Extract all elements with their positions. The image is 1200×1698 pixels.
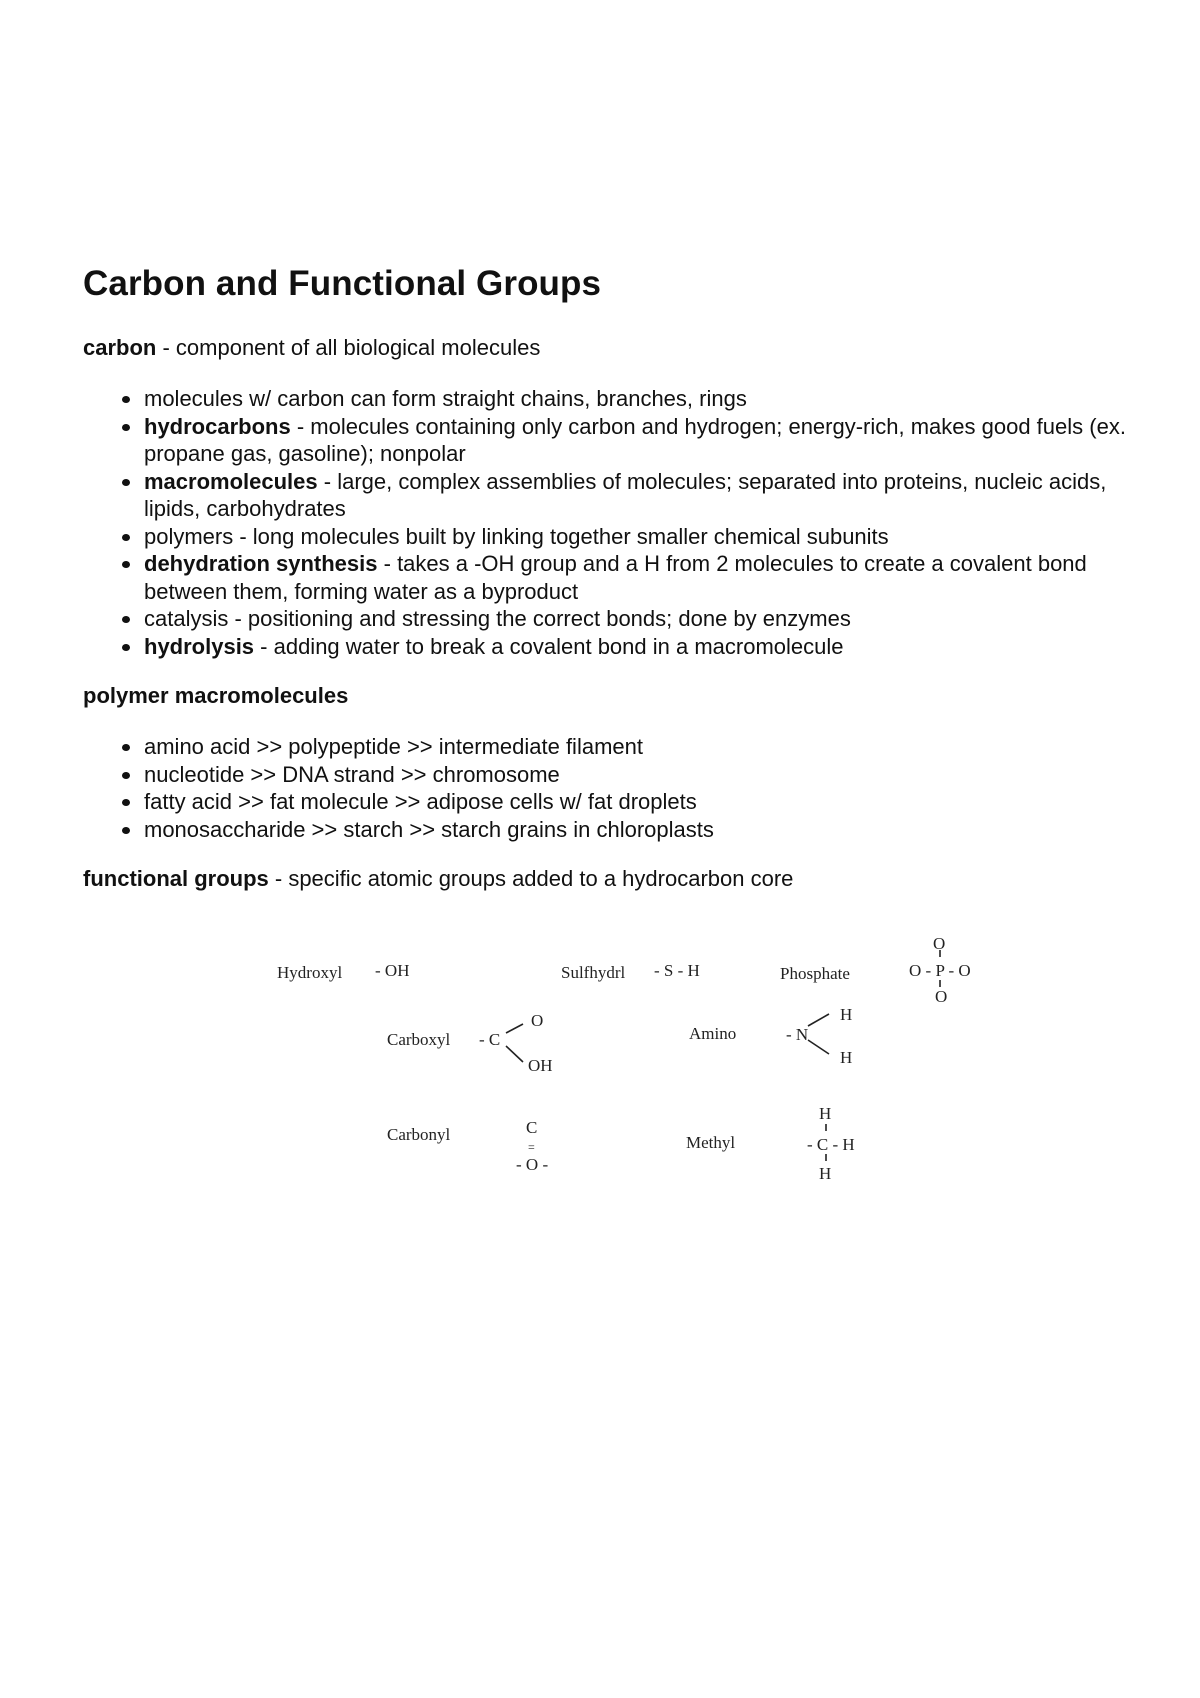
list-item	[144, 550, 1133, 605]
bullet-dot-icon	[122, 644, 130, 651]
carbon-term: carbon	[83, 335, 157, 360]
list-item	[144, 733, 1133, 761]
bullet-dot-icon	[122, 396, 130, 403]
list-item-text: monosaccharide >> starch >> starch grains in chloroplasts	[144, 816, 714, 842]
carbonyl-oxygen: - O -	[516, 1155, 549, 1174]
bullet-dot-icon	[122, 772, 130, 779]
list-item	[144, 468, 1133, 523]
amino-bottom-hydrogen: H	[840, 1048, 853, 1067]
list-item-text: - takes a -OH group and a H from 2 molecules to create a covalent bond between them, forming water as a byproduct	[144, 551, 1087, 604]
list-item-text: fatty acid >> fat molecule >> adipose cells w/ fat droplets	[144, 789, 697, 814]
sulfhydrl-label: Sulfhydrl	[561, 963, 626, 982]
bullet-dot-icon	[122, 799, 130, 806]
bullet-dot-icon	[122, 744, 130, 751]
amino-label: Amino	[689, 1024, 737, 1043]
list-item-text: - adding water to break a covalent bond in a macromolecule	[254, 633, 844, 659]
functional-groups-definition	[83, 865, 1133, 892]
methyl-formula-row: - C - H	[807, 1135, 855, 1154]
document-content	[83, 262, 1133, 892]
list-item-text: nucleotide >> DNA strand >> chromosome	[144, 761, 560, 787]
methyl-top-hydrogen: H	[819, 1104, 832, 1123]
carbon-definition	[83, 334, 1133, 361]
list-item-term: macromolecules	[144, 468, 318, 494]
carbonyl-label: Carbonyl	[387, 1125, 451, 1144]
carboxyl-carbon: - C	[479, 1030, 501, 1049]
amino-lower-bond-line	[808, 1040, 829, 1054]
bullet-dot-icon	[122, 827, 130, 834]
list-item-text: - molecules containing only carbon and hydrogen; energy-rich, makes good fuels (ex. propane gas, gasoline); nonpolar	[144, 413, 1126, 466]
list-item	[144, 413, 1133, 468]
bullet-dot-icon	[122, 534, 130, 541]
amino-upper-bond-line	[808, 1014, 829, 1026]
list-item-text: molecules w/ carbon can form straight chains, branches, rings	[144, 386, 747, 411]
carboxyl-oxygen: O	[531, 1011, 544, 1030]
list-item	[144, 523, 1133, 551]
carbon-bullet-list	[83, 385, 1133, 660]
phosphate-top-oxygen: O	[933, 934, 946, 953]
list-item	[144, 761, 1133, 789]
amino-nitrogen: - N	[786, 1025, 809, 1044]
functional-groups-definition-text: - specific atomic groups added to a hydrocarbon core	[268, 866, 794, 891]
bullet-dot-icon	[122, 616, 130, 623]
carbonyl-carbon: C	[526, 1118, 538, 1137]
polymer-heading	[83, 682, 1133, 709]
list-item-term: hydrocarbons	[144, 413, 291, 439]
amino-top-hydrogen: H	[840, 1005, 853, 1024]
hydroxyl-formula: - OH	[375, 961, 410, 980]
carboxyl-double-bond-line	[506, 1024, 523, 1033]
carbon-definition-text: - component of all biological molecules	[156, 335, 541, 360]
bullet-dot-icon	[122, 424, 130, 431]
bullet-dot-icon	[122, 561, 130, 568]
list-item	[144, 605, 1133, 633]
carboxyl-single-bond-line	[506, 1046, 523, 1062]
polymer-heading-text: polymer macromolecules	[83, 683, 349, 708]
phosphate-label: Phosphate	[780, 964, 850, 983]
carbonyl-double-bond: =	[528, 1140, 535, 1154]
list-item	[144, 788, 1133, 816]
functional-groups-term: functional groups	[83, 866, 269, 891]
list-item-text: - large, complex assemblies of molecules; separated into proteins, nucleic acids, lipids, carbohydrates	[144, 468, 1107, 521]
list-item	[144, 816, 1133, 844]
carboxyl-label: Carboxyl	[387, 1030, 451, 1049]
list-item-text: amino acid >> polypeptide >> intermediate filament	[144, 734, 643, 759]
methyl-bottom-hydrogen: H	[819, 1164, 832, 1183]
page-title: Carbon and Functional Groups	[83, 264, 602, 303]
list-item-text: catalysis - positioning and stressing the correct bonds; done by enzymes	[144, 606, 851, 631]
carboxyl-hydroxyl: OH	[528, 1056, 553, 1075]
bullet-dot-icon	[122, 479, 130, 486]
methyl-label: Methyl	[686, 1133, 736, 1152]
list-item-term: hydrolysis	[144, 633, 255, 659]
list-item-term: dehydration synthesis	[144, 551, 378, 576]
list-item-text: polymers - long molecules built by linking together smaller chemical subunits	[144, 523, 889, 549]
polymer-bullet-list	[83, 733, 1133, 843]
sulfhydrl-formula: - S - H	[654, 961, 700, 980]
list-item	[144, 385, 1133, 413]
phosphate-formula-row: O - P - O	[909, 961, 971, 980]
phosphate-bottom-oxygen: O	[935, 987, 948, 1006]
list-item	[144, 633, 1133, 661]
hydroxyl-label: Hydroxyl	[277, 963, 343, 982]
